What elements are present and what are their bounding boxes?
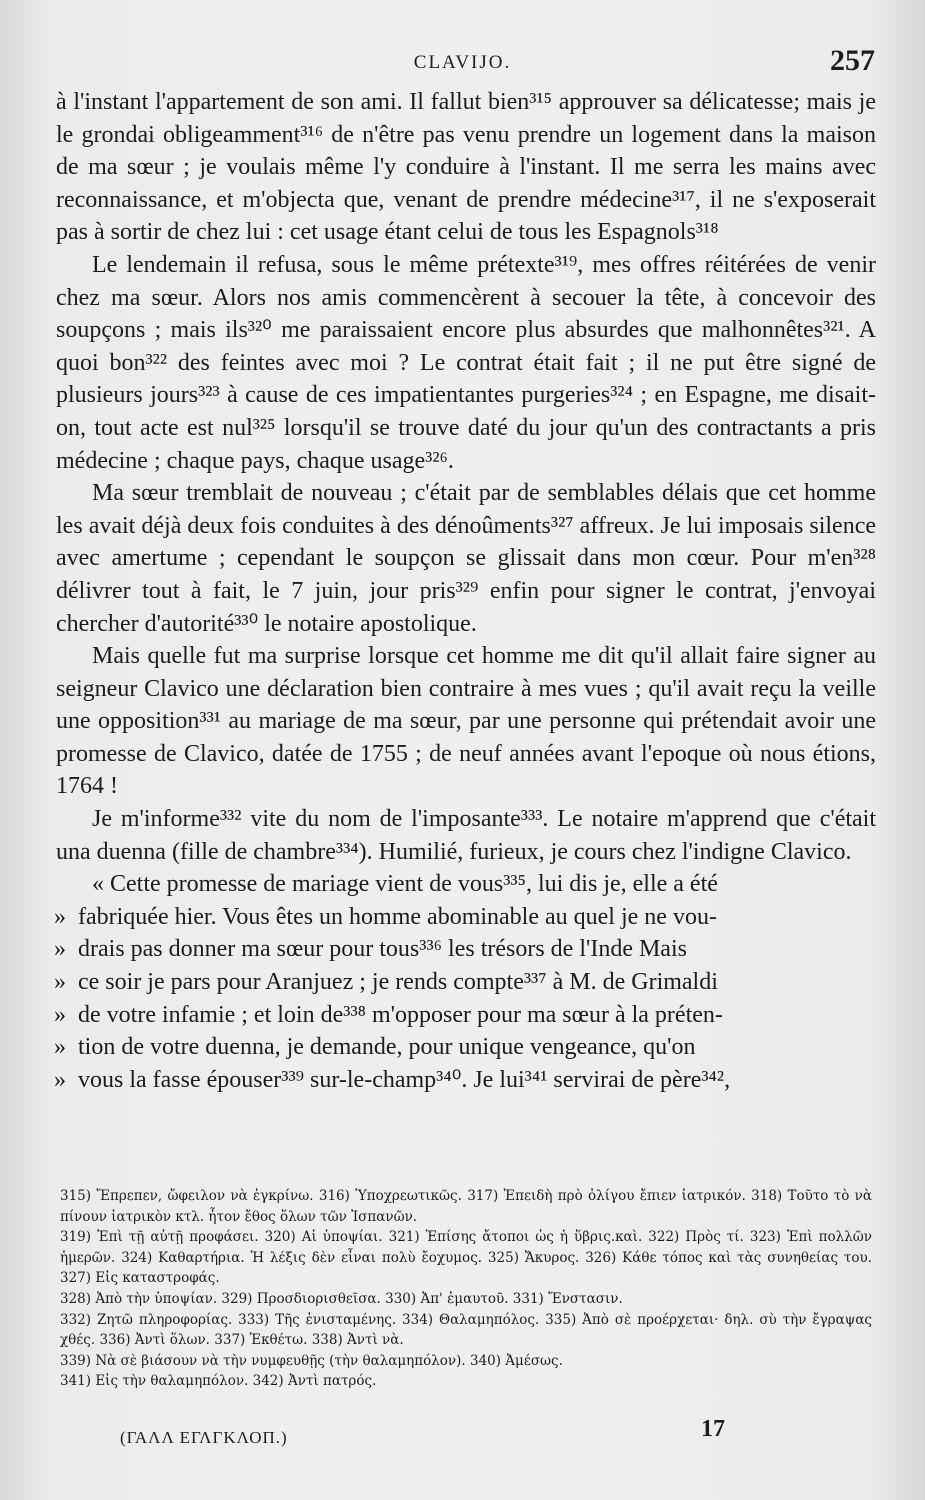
- quote-line: » de votre infamie ; et loin de³³⁸ m'opposer pour ma sœur à la préten-: [56, 999, 876, 1032]
- footnote-block: 341) Εἰς τὴν θαλαμηπόλον. 342) Ἀντὶ πατρός.: [60, 1373, 377, 1390]
- paragraph: Ma sœur tremblait de nouveau ; c'était par de semblables délais que cet homme les avait déjà deux fois conduites à des dénoûments³²⁷ affreux. Je lui imposais silence avec amertume ; cependant le soupçon se glissait dans mon cœur. Pour m'en³²⁸ délivrer tout à fait, le 7 juin, jour pris³²⁹ enfin pour signer le contrat, j'envoyai chercher d'autorité³³⁰ le notaire apostolique.: [56, 480, 876, 637]
- quote-line: » vous la fasse épouser³³⁹ sur-le-champ³⁴⁰. Je lui³⁴¹ servirai de père³⁴²,: [56, 1064, 876, 1097]
- quote-line: » drais pas donner ma sœur pour tous³³⁶ les trésors de l'Inde Mais: [56, 933, 876, 966]
- main-text: [56, 86, 876, 1096]
- sheet-number: 17: [701, 1416, 725, 1442]
- quote-line: » fabriquée hier. Vous êtes un homme abominable au quel je ne vou-: [56, 901, 876, 934]
- printer-signature: (ΓΑΛΛ ΕΓΛΓΚΛΟΠ.): [120, 1428, 288, 1447]
- quote-line: » tion de votre duenna, je demande, pour unique vengeance, qu'on: [56, 1031, 876, 1064]
- page-number: 257: [830, 44, 875, 77]
- footnote-block: 319) Ἐπὶ τῇ αὐτῇ προφάσει. 320) Αἱ ὑποψίαι. 321) Ἐπίσης ἄτοποι ὡς ἡ ὕβρις.καὶ. 322) Πρὸς τί. 323) Ἐπὶ πολλῶν ἡμερῶν. 324) Καθαρτήρια. Ἡ λέξις δὲν εἶναι πολὺ ἔοχυμος. 325) Ἄκυρος. 326) Κάθε τόπος καὶ τὰς συνηθείας του. 327) Εἰς καταστροφάς.: [60, 1229, 872, 1287]
- footnote-block: 328) Ἀπὸ τὴν ὑποψίαν. 329) Προσδιορισθεῖσα. 330) Ἀπ' ἐμαυτοῦ. 331) Ἔνστασιν.: [60, 1290, 623, 1307]
- quote-line: » ce soir je pars pour Aranjuez ; je rends compte³³⁷ à M. de Grimaldi: [56, 966, 876, 999]
- running-title: CLAVIJO.: [413, 52, 512, 73]
- footnote-block: 315) Ἔπρεπεν, ὤφειλον νὰ ἐγκρίνω. 316) Ὑποχρεωτικῶς. 317) Ἐπειδὴ πρὸ ὀλίγου ἔπιεν ἰατρικόν. 318) Τοῦτο τὸ νὰ πίνουν ἰατρικὸν κτλ. ἦτον ἔθος ὅλων τῶν Ἰσπανῶν.: [60, 1188, 872, 1225]
- footnote-block: 339) Νὰ σὲ βιάσουν νὰ τὴν νυμφευθῇς (τὴν θαλαμηπόλον). 340) Ἀμέσως.: [60, 1352, 563, 1369]
- paragraph: Mais quelle fut ma surprise lorsque cet homme me dit qu'il allait faire signer au seigneur Clavico une déclaration bien contraire à mes vues ; qu'il avait reçu la veille une opposition³³¹ au mariage de ma sœur, par une personne qui prétendait avoir une promesse de Clavico, datée de 1755 ; de neuf années avant l'epoque où nous étions, 1764 !: [56, 643, 876, 800]
- paragraph: Le lendemain il refusa, sous le même prétexte³¹⁹, mes offres réitérées de venir chez ma sœur. Alors nos amis commencèrent à secouer la tête, à concevoir des soupçons ; mais ils³²⁰ me paraissaient encore plus absurdes que malhonnêtes³²¹. A quoi bon³²² des feintes avec moi ? Le contrat était fait ; il ne put être signé de plusieurs jours³²³ à cause de ces impatientantes purgeries³²⁴ ; en Espagne, me disait-on, tout acte est nul³²⁵ lorsqu'il se trouve daté du jour qu'un des contractants a pris médecine ; chaque pays, chaque usage³²⁶.: [56, 251, 876, 474]
- footnotes: [60, 1186, 872, 1392]
- paragraph: Je m'informe³³² vite du nom de l'imposante³³³. Le notaire m'apprend que c'était una duenna (fille de chambre³³⁴). Humilié, furieux, je cours chez l'indigne Clavico.: [56, 806, 876, 865]
- quoted-speech: [56, 868, 876, 1096]
- paragraph: à l'instant l'appartement de son ami. Il fallut bien³¹⁵ approuver sa délicatesse; mais je le grondai obligeamment³¹⁶ de n'être pas venu prendre un logement dans la maison de ma sœur ; je voulais même l'y conduire à l'instant. Il me serra les mains avec reconnaissance, et m'objecta que, venant de prendre médecine³¹⁷, il ne s'exposerait pas à sortir de chez lui : cet usage étant celui de tous les Espagnols³¹⁸: [56, 89, 876, 246]
- running-head: [0, 44, 925, 84]
- quote-line: « Cette promesse de mariage vient de vous³³⁵, lui dis je, elle a été: [92, 871, 718, 898]
- footnote-block: 332) Ζητῶ πληροφορίας. 333) Τῆς ἐνισταμένης. 334) Θαλαμηπόλος. 335) Ἀπὸ σὲ προέρχεται· δηλ. σὺ τὴν ἔγραψας χθές. 336) Ἀντὶ ὅλων. 337) Ἐκθέτω. 338) Ἀντὶ νὰ.: [60, 1311, 872, 1349]
